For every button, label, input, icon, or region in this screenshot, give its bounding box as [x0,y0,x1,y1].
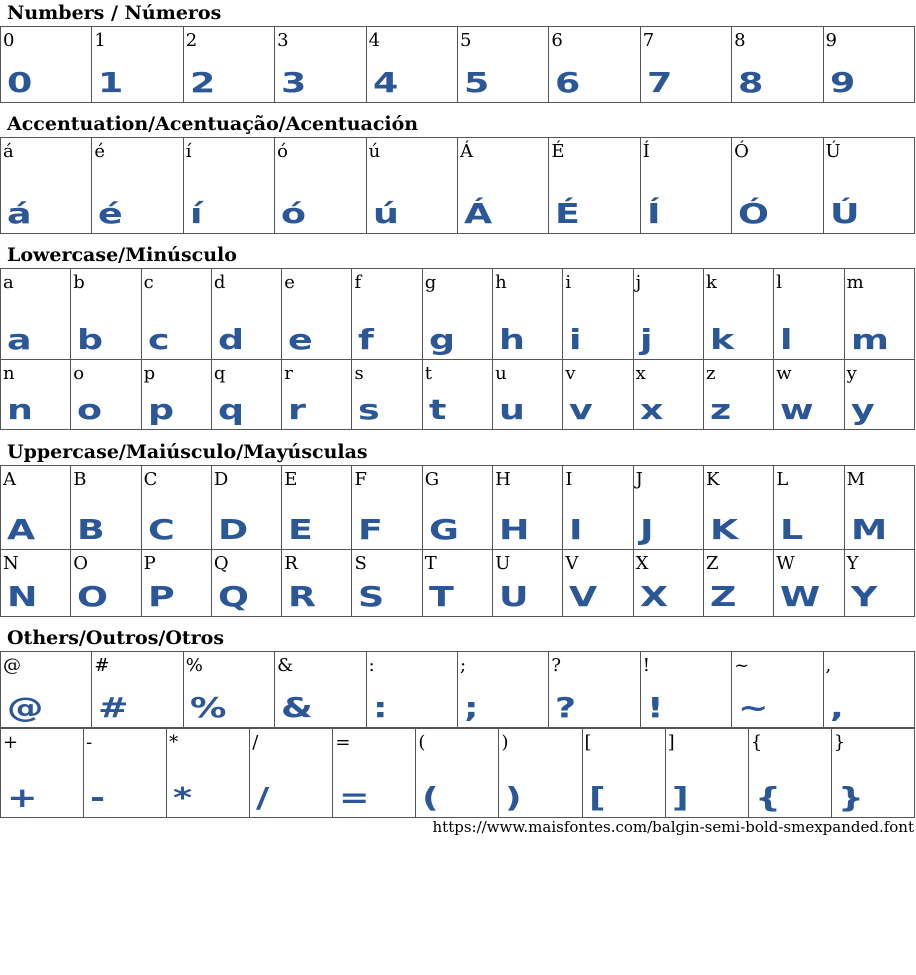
glyph-sample: = [339,781,370,814]
glyph-label: 1 [94,30,106,51]
glyph-sample: á [7,197,32,230]
glyph-label: a [3,272,14,293]
glyph-sample: P [147,580,175,613]
glyph-cell [1,138,92,234]
glyph-cell [844,466,914,550]
uppercase-title: Uppercase/Maiúsculo/Mayúsculas [7,441,368,463]
glyph-cell [774,269,844,360]
glyph-label: / [252,732,259,753]
glyph-cell [1,550,71,617]
glyph-sample: K [709,513,739,546]
glyph-row [1,269,915,360]
glyph-sample: : [372,691,388,724]
glyph-cell [774,466,844,550]
glyph-row [1,466,915,550]
glyph-label: e [284,272,295,293]
glyph-label: i [565,272,572,293]
glyph-sample: 4 [372,66,398,99]
glyph-label: Í [642,141,650,162]
glyph-cell [1,360,71,430]
glyph-cell [352,550,422,617]
glyph-cell [1,466,71,550]
glyph-cell [633,466,703,550]
others-grid-1 [0,651,915,728]
glyph-sample: & [281,691,313,724]
glyph-label: Ó [734,141,749,162]
glyph-label: ] [667,732,675,753]
glyph-sample: h [499,323,525,356]
glyph-sample: Ó [738,197,770,230]
glyph-label: & [277,655,294,676]
glyph-label: k [705,272,717,293]
glyph-sample: 8 [738,66,764,99]
glyph-cell [211,466,281,550]
glyph-sample: O [77,580,109,613]
glyph-sample: 0 [7,66,33,99]
glyph-sample: g [428,323,455,356]
glyph-cell [633,550,703,617]
glyph-label: z [705,363,716,384]
glyph-cell [71,360,141,430]
accentuation-grid [0,137,915,234]
glyph-cell [774,550,844,617]
glyph-label: Ú [825,141,841,162]
glyph-cell [493,550,563,617]
glyph-sample: Í [646,197,661,230]
glyph-sample: l [780,323,793,356]
glyph-cell [1,269,71,360]
glyph-cell [250,729,333,818]
glyph-label: 0 [3,30,15,51]
glyph-label: M [846,469,865,490]
glyph-label: P [143,553,156,574]
glyph-sample: ó [281,197,307,230]
glyph-cell [282,269,352,360]
glyph-label: H [495,469,511,490]
glyph-label: A [3,469,16,490]
glyph-row [1,652,915,728]
glyph-label: J [635,469,643,490]
glyph-cell [183,27,274,103]
glyph-label: É [551,141,565,162]
glyph-label: s [354,363,364,384]
glyph-label: K [705,469,720,490]
uppercase-grid [0,465,915,617]
glyph-cell [640,138,731,234]
glyph-cell [275,27,366,103]
glyph-cell [703,269,773,360]
glyph-cell [633,269,703,360]
lowercase-title: Lowercase/Minúsculo [7,244,237,266]
glyph-label: x [635,363,646,384]
glyph-label: é [94,141,106,162]
glyph-cell [422,360,492,430]
glyph-sample: H [499,513,530,546]
glyph-label: m [846,272,864,293]
glyph-cell [84,729,167,818]
glyph-label: 3 [277,30,289,51]
glyph-sample: w [780,393,814,426]
glyph-sample: u [499,393,525,426]
glyph-sample: É [555,197,581,230]
glyph-label: u [495,363,507,384]
glyph-sample: p [147,393,174,426]
glyph-cell [352,466,422,550]
glyph-label: [ [584,732,592,753]
glyph-sample: F [358,513,384,546]
glyph-sample: + [7,781,38,814]
glyph-cell [141,360,211,430]
glyph-cell [457,652,548,728]
glyph-label: % [185,655,203,676]
glyph-cell [1,652,92,728]
glyph-sample: x [639,393,664,426]
glyph-cell [282,466,352,550]
glyph-label: L [776,469,789,490]
glyph-sample: ú [372,197,399,230]
glyph-sample: z [709,393,732,426]
glyph-label: C [143,469,158,490]
glyph-row [1,360,915,430]
glyph-label: W [776,553,795,574]
glyph-label: ó [277,141,289,162]
glyph-sample: k [709,323,735,356]
glyph-sample: d [217,323,244,356]
glyph-sample: j [639,323,653,356]
glyph-label: h [495,272,507,293]
glyph-label: Z [705,553,719,574]
glyph-sample: í [189,197,203,230]
glyph-label: ú [368,141,381,162]
source-url[interactable]: https://www.maisfontes.com/balgin-semi-bold-smexpanded.font [432,818,914,836]
glyph-cell [422,550,492,617]
glyph-sample: b [77,323,104,356]
glyph-label: N [3,553,19,574]
glyph-sample: q [217,393,244,426]
glyph-sample: I [569,513,583,546]
glyph-label: S [354,553,367,574]
glyph-label: d [213,272,226,293]
glyph-cell [703,550,773,617]
glyph-sample: a [7,323,32,356]
glyph-cell [831,729,914,818]
glyph-sample: o [77,393,103,426]
glyph-cell [352,269,422,360]
glyph-cell [71,269,141,360]
glyph-sample: ! [646,691,664,724]
glyph-cell [275,138,366,234]
glyph-cell [665,729,748,818]
glyph-cell [703,466,773,550]
glyph-label: T [424,553,437,574]
glyph-cell [366,138,457,234]
glyph-sample: , [829,691,844,724]
glyph-sample: r [288,393,307,426]
glyph-sample: v [569,393,594,426]
glyph-label: + [3,732,19,753]
glyph-label: { [750,732,763,753]
glyph-cell [141,466,211,550]
glyph-sample: 5 [463,66,490,99]
glyph-sample: Á [463,197,493,230]
glyph-cell [183,138,274,234]
glyph-sample: ] [671,781,689,814]
glyph-sample: n [7,393,33,426]
glyph-cell [141,269,211,360]
glyph-sample: S [358,580,385,613]
glyph-label: , [825,655,832,676]
glyph-label: 6 [551,30,563,51]
glyph-sample: [ [588,781,606,814]
glyph-cell [211,360,281,430]
glyph-label: l [776,272,783,293]
glyph-label: y [846,363,857,384]
glyph-label: D [213,469,229,490]
glyph-label: E [284,469,298,490]
glyph-label: o [73,363,85,384]
glyph-sample: 1 [98,66,124,99]
glyph-label: } [833,732,846,753]
glyph-cell [1,729,84,818]
glyph-cell [732,652,823,728]
glyph-sample: } [837,781,864,814]
glyph-cell [333,729,416,818]
glyph-cell [823,652,914,728]
glyph-sample: / [256,781,270,814]
glyph-sample: 7 [646,66,673,99]
glyph-row [1,138,915,234]
glyph-cell [352,360,422,430]
glyph-cell [141,550,211,617]
glyph-label: í [185,141,192,162]
glyph-label: ! [642,655,650,676]
glyph-cell [774,360,844,430]
glyph-sample: T [428,580,454,613]
glyph-sample: % [189,691,227,724]
glyph-sample: 2 [189,66,216,99]
glyph-sample: E [288,513,314,546]
glyph-sample: # [98,691,129,724]
glyph-label: B [73,469,87,490]
glyph-cell [549,27,640,103]
glyph-sample: @ [7,691,44,724]
glyph-label: I [565,469,573,490]
glyph-label: ) [501,732,509,753]
glyph-sample: R [288,580,317,613]
glyph-cell [183,652,274,728]
glyph-sample: - [90,781,106,814]
glyph-cell [844,269,914,360]
glyph-cell [457,27,548,103]
glyph-row [1,550,915,617]
glyph-cell [366,27,457,103]
glyph-label: q [213,363,226,384]
glyph-label: G [424,469,440,490]
glyph-cell [640,27,731,103]
glyph-row [1,729,915,818]
glyph-cell [366,652,457,728]
glyph-label: w [776,363,792,384]
glyph-label: v [565,363,576,384]
glyph-sample: * [173,781,193,814]
glyph-sample: y [850,393,875,426]
glyph-cell [844,360,914,430]
glyph-label: V [565,553,579,574]
glyph-cell [422,466,492,550]
glyph-cell [633,360,703,430]
glyph-cell [499,729,582,818]
glyph-sample: M [850,513,887,546]
glyph-cell [275,652,366,728]
glyph-cell [582,729,665,818]
glyph-cell [211,550,281,617]
accentuation-title: Accentuation/Acentuação/Acentuación [7,113,419,135]
glyph-cell [493,360,563,430]
glyph-cell [71,550,141,617]
glyph-sample: ~ [738,691,769,724]
glyph-sample: 3 [281,66,307,99]
glyph-label: Q [213,553,229,574]
glyph-cell [732,138,823,234]
glyph-sample: 6 [555,66,581,99]
glyph-sample: s [358,393,381,426]
glyph-sample: C [147,513,175,546]
glyph-cell [416,729,499,818]
glyph-cell [844,550,914,617]
lowercase-grid [0,268,915,430]
glyph-sample: W [780,580,821,613]
glyph-cell [71,466,141,550]
glyph-sample: f [358,323,375,356]
glyph-label: # [94,655,110,676]
glyph-sample: Z [709,580,737,613]
glyph-cell [282,550,352,617]
glyph-sample: Q [217,580,249,613]
glyph-label: @ [3,655,21,676]
glyph-label: 7 [642,30,655,51]
glyph-cell [1,27,92,103]
glyph-cell [92,138,183,234]
glyph-label: * [169,732,179,753]
glyph-cell [282,360,352,430]
glyph-cell [549,138,640,234]
glyph-cell [92,652,183,728]
glyph-sample: { [754,781,781,814]
glyph-label: 2 [185,30,198,51]
glyph-cell [563,269,633,360]
glyph-label: O [73,553,89,574]
glyph-cell [823,138,914,234]
glyph-label: Y [846,553,859,574]
glyph-cell [211,269,281,360]
glyph-cell [493,466,563,550]
glyph-label: Á [459,141,473,162]
glyph-cell [493,269,563,360]
glyph-sample: i [569,323,582,356]
glyph-label: - [86,732,93,753]
glyph-cell [92,27,183,103]
glyph-label: U [495,553,511,574]
glyph-sample: J [639,513,654,546]
glyph-sample: e [288,323,313,356]
glyph-label: ? [551,655,561,676]
glyph-label: j [635,272,642,293]
glyph-sample: c [147,323,170,356]
glyph-label: b [73,272,85,293]
glyph-label: : [368,655,375,676]
glyph-cell [823,27,914,103]
glyph-sample: X [639,580,668,613]
numbers-title: Numbers / Números [7,2,222,24]
glyph-row [1,27,915,103]
others-title: Others/Outros/Otros [7,627,225,649]
glyph-label: p [143,363,156,384]
glyph-sample: Ú [829,197,860,230]
glyph-sample: D [217,513,249,546]
glyph-sample: ? [555,691,577,724]
glyph-label: r [284,363,293,384]
glyph-label: = [335,732,351,753]
glyph-sample: t [428,393,447,426]
glyph-label: 4 [368,30,381,51]
glyph-sample: G [428,513,459,546]
glyph-label: ; [459,655,467,676]
glyph-cell [703,360,773,430]
glyph-cell [457,138,548,234]
glyph-sample: Y [850,580,877,613]
glyph-sample: m [850,323,889,356]
glyph-label: 8 [734,30,746,51]
glyph-label: á [3,141,14,162]
glyph-cell [422,269,492,360]
glyph-sample: 9 [829,66,855,99]
glyph-sample: ( [422,781,440,814]
glyph-cell [563,360,633,430]
glyph-sample: A [7,513,36,546]
glyph-cell [748,729,831,818]
glyph-cell [167,729,250,818]
glyph-label: 5 [459,30,472,51]
glyph-label: F [354,469,367,490]
glyph-sample: ; [463,691,479,724]
glyph-sample: é [98,197,124,230]
numbers-grid [0,26,915,103]
glyph-sample: B [77,513,106,546]
glyph-label: n [3,363,15,384]
glyph-cell [563,550,633,617]
glyph-sample: N [7,580,38,613]
glyph-label: g [424,272,437,293]
glyph-sample: ) [505,781,523,814]
glyph-cell [549,652,640,728]
glyph-label: ( [418,732,426,753]
glyph-cell [640,652,731,728]
glyph-sample: L [780,513,804,546]
glyph-label: t [424,363,433,384]
glyph-sample: V [569,580,598,613]
glyph-label: ~ [734,655,750,676]
others-grid-2 [0,728,915,818]
glyph-label: c [143,272,154,293]
glyph-cell [732,27,823,103]
glyph-cell [563,466,633,550]
glyph-label: 9 [825,30,837,51]
glyph-label: X [635,553,649,574]
glyph-label: f [354,272,362,293]
glyph-sample: U [499,580,529,613]
glyph-label: R [284,553,298,574]
